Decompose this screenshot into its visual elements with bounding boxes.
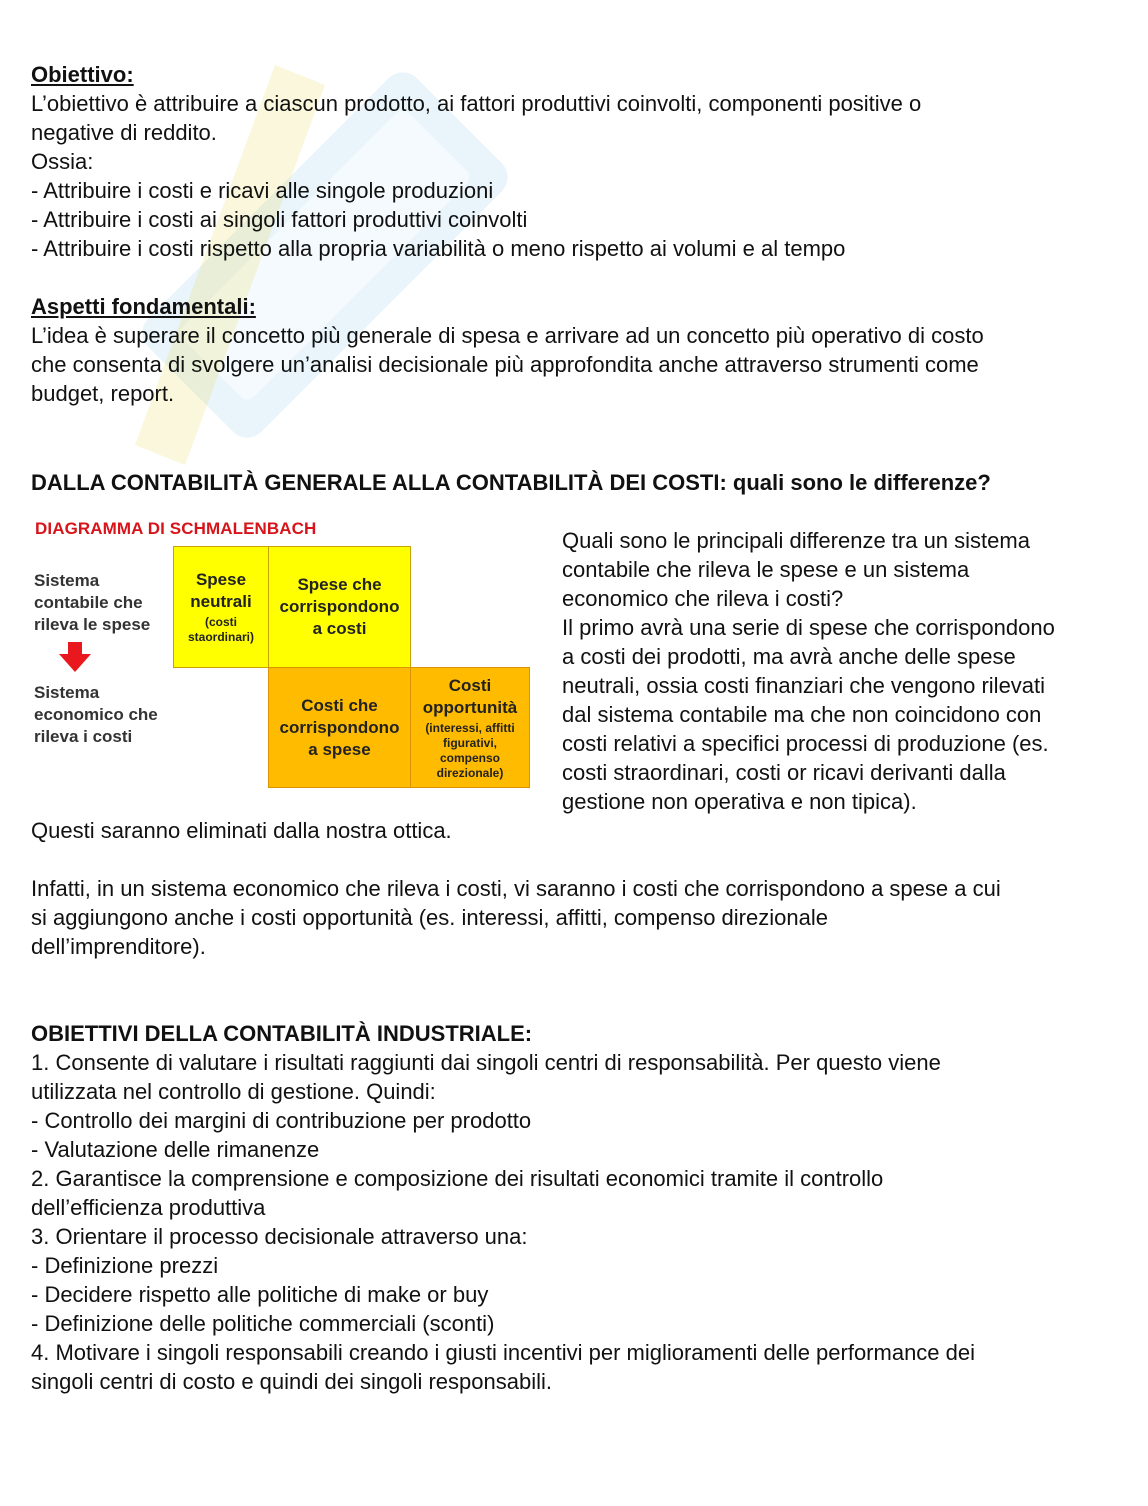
- explanation-line: a costi dei prodotti, ma avrà anche delle spese: [562, 644, 1016, 669]
- obiettivi-line: - Valutazione delle rimanenze: [31, 1137, 320, 1162]
- cell-text: Costi che: [301, 695, 378, 715]
- cell-text: Spese: [195, 570, 247, 589]
- explanation-line: gestione non operativa e non tipica).: [562, 789, 917, 814]
- obiettivo-line: - Attribuire i costi e ricavi alle singole produzioni: [31, 178, 494, 203]
- dalla-heading: DALLA CONTABILITÀ GENERALE ALLA CONTABILITÀ DEI COSTI: quali sono le differenze?: [31, 470, 991, 495]
- obiettivi-line: - Decidere rispetto alle politiche di make or buy: [31, 1282, 489, 1307]
- obiettivi-line: 3. Orientare il processo decisionale attraverso una:: [31, 1224, 528, 1249]
- cell-text: staordinari): [187, 630, 254, 644]
- obiettivo-line: - Attribuire i costi rispetto alla propria variabilità o meno rispetto ai volumi e al tempo: [31, 236, 846, 261]
- cell-text: (interessi, affitti: [425, 720, 515, 735]
- questi-line: Questi saranno eliminati dalla nostra ottica.: [31, 818, 452, 843]
- label-line: rileva le spese: [34, 615, 151, 634]
- questi-paragraph: [31, 816, 1121, 845]
- obiettivo-line: negative di reddito.: [31, 120, 217, 145]
- arrow-down-icon: [59, 642, 91, 672]
- explanation-line: dal sistema contabile ma che non coincidono con: [562, 702, 1042, 727]
- cell-text: (costi: [204, 615, 237, 629]
- cell-text: a costi: [312, 619, 367, 638]
- cell-text: Costi: [448, 675, 492, 695]
- aspetti-section: [31, 292, 1121, 408]
- cell-sub: [188, 615, 254, 645]
- cell-main: [423, 675, 517, 719]
- cell-text: compenso: [439, 750, 500, 765]
- label-line: Sistema: [34, 683, 100, 702]
- label-line: economico che: [34, 705, 158, 724]
- cell-spese-neutrali: [173, 546, 269, 668]
- obiettivi-line: utilizzata nel controllo di gestione. Quindi:: [31, 1079, 436, 1104]
- explanation-line: contabile che rileva le spese e un sistema: [562, 557, 970, 582]
- obiettivi-line: singoli centri di costo e quindi dei singoli responsabili.: [31, 1369, 552, 1394]
- label-sistema-contabile: [34, 570, 150, 636]
- explanation-line: economico che rileva i costi?: [562, 586, 844, 611]
- infatti-line: dell’imprenditore).: [31, 934, 206, 959]
- cell-text: direzionale): [436, 765, 504, 780]
- obiettivo-line: Ossia:: [31, 149, 94, 174]
- infatti-line: si aggiungono anche i costi opportunità (es. interessi, affitti, compenso direzionale: [31, 905, 828, 930]
- cell-main: [190, 569, 251, 613]
- aspetti-heading: Aspetti fondamentali:: [31, 294, 256, 319]
- obiettivi-line: 1. Consente di valutare i risultati raggiunti dai singoli centri di responsabilità. Per questo viene: [31, 1050, 941, 1075]
- obiettivi-heading: OBIETTIVI DELLA CONTABILITÀ INDUSTRIALE:: [31, 1021, 533, 1046]
- schmalenbach-diagram: [30, 516, 532, 792]
- cell-main: [280, 695, 400, 761]
- label-line: Sistema: [34, 571, 100, 590]
- obiettivi-line: - Definizione prezzi: [31, 1253, 219, 1278]
- cell-text: neutrali: [190, 592, 252, 611]
- explanation-line: neutrali, ossia costi finanziari che vengono rilevati: [562, 673, 1046, 698]
- cell-text: opportunità: [422, 697, 518, 717]
- cell-costi-opportunita: [410, 667, 530, 788]
- aspetti-line: che consenta di svolgere un’analisi decisionale più approfondita anche attraverso strumenti come: [31, 352, 979, 377]
- diagram-explanation: [562, 526, 1122, 816]
- obiettivi-line: - Definizione delle politiche commerciali (sconti): [31, 1311, 495, 1336]
- cell-text: corrispondono: [279, 717, 400, 737]
- obiettivo-section: [31, 60, 1121, 263]
- obiettivi-line: 2. Garantisce la comprensione e composizione dei risultati economici tramite il controllo: [31, 1166, 884, 1191]
- diagram-title: DIAGRAMMA DI SCHMALENBACH: [35, 519, 317, 538]
- obiettivo-line: L’obiettivo è attribuire a ciascun prodotto, ai fattori produttivi coinvolti, componenti positive o: [31, 91, 922, 116]
- cell-text: Spese che: [297, 575, 382, 594]
- cell-text: a spese: [308, 739, 371, 759]
- label-line: contabile che: [34, 593, 143, 612]
- label-sistema-economico: [34, 682, 158, 748]
- explanation-line: Il primo avrà una serie di spese che corrispondono: [562, 615, 1055, 640]
- obiettivi-line: 4. Motivare i singoli responsabili creando i giusti incentivi per miglioramenti delle performance dei: [31, 1340, 976, 1365]
- obiettivo-line: - Attribuire i costi ai singoli fattori produttivi coinvolti: [31, 207, 528, 232]
- label-line: rileva i costi: [34, 727, 133, 746]
- obiettivi-section: [31, 1019, 1121, 1396]
- dalla-section: [31, 468, 1121, 497]
- explanation-line: costi straordinari, costi or ricavi derivanti dalla: [562, 760, 1006, 785]
- cell-text: corrispondono: [279, 597, 400, 616]
- obiettivi-line: - Controllo dei margini di contribuzione per prodotto: [31, 1108, 532, 1133]
- cell-sub: [425, 721, 514, 781]
- infatti-paragraph: [31, 874, 1121, 961]
- cell-costi-spese: [268, 667, 411, 788]
- obiettivo-heading: Obiettivo:: [31, 62, 134, 87]
- aspetti-line: L’idea è superare il concetto più generale di spesa e arrivare ad un concetto più operativo di costo: [31, 323, 984, 348]
- infatti-line: Infatti, in un sistema economico che rileva i costi, vi saranno i costi che corrispondono a spese a cui: [31, 876, 1001, 901]
- cell-main: [280, 574, 400, 640]
- cell-spese-costi: [268, 546, 411, 668]
- explanation-line: Quali sono le principali differenze tra un sistema: [562, 528, 1030, 553]
- explanation-line: costi relativi a specifici processi di produzione (es.: [562, 731, 1049, 756]
- aspetti-line: budget, report.: [31, 381, 175, 406]
- cell-text: figurativi,: [442, 735, 497, 750]
- obiettivi-line: dell’efficienza produttiva: [31, 1195, 266, 1220]
